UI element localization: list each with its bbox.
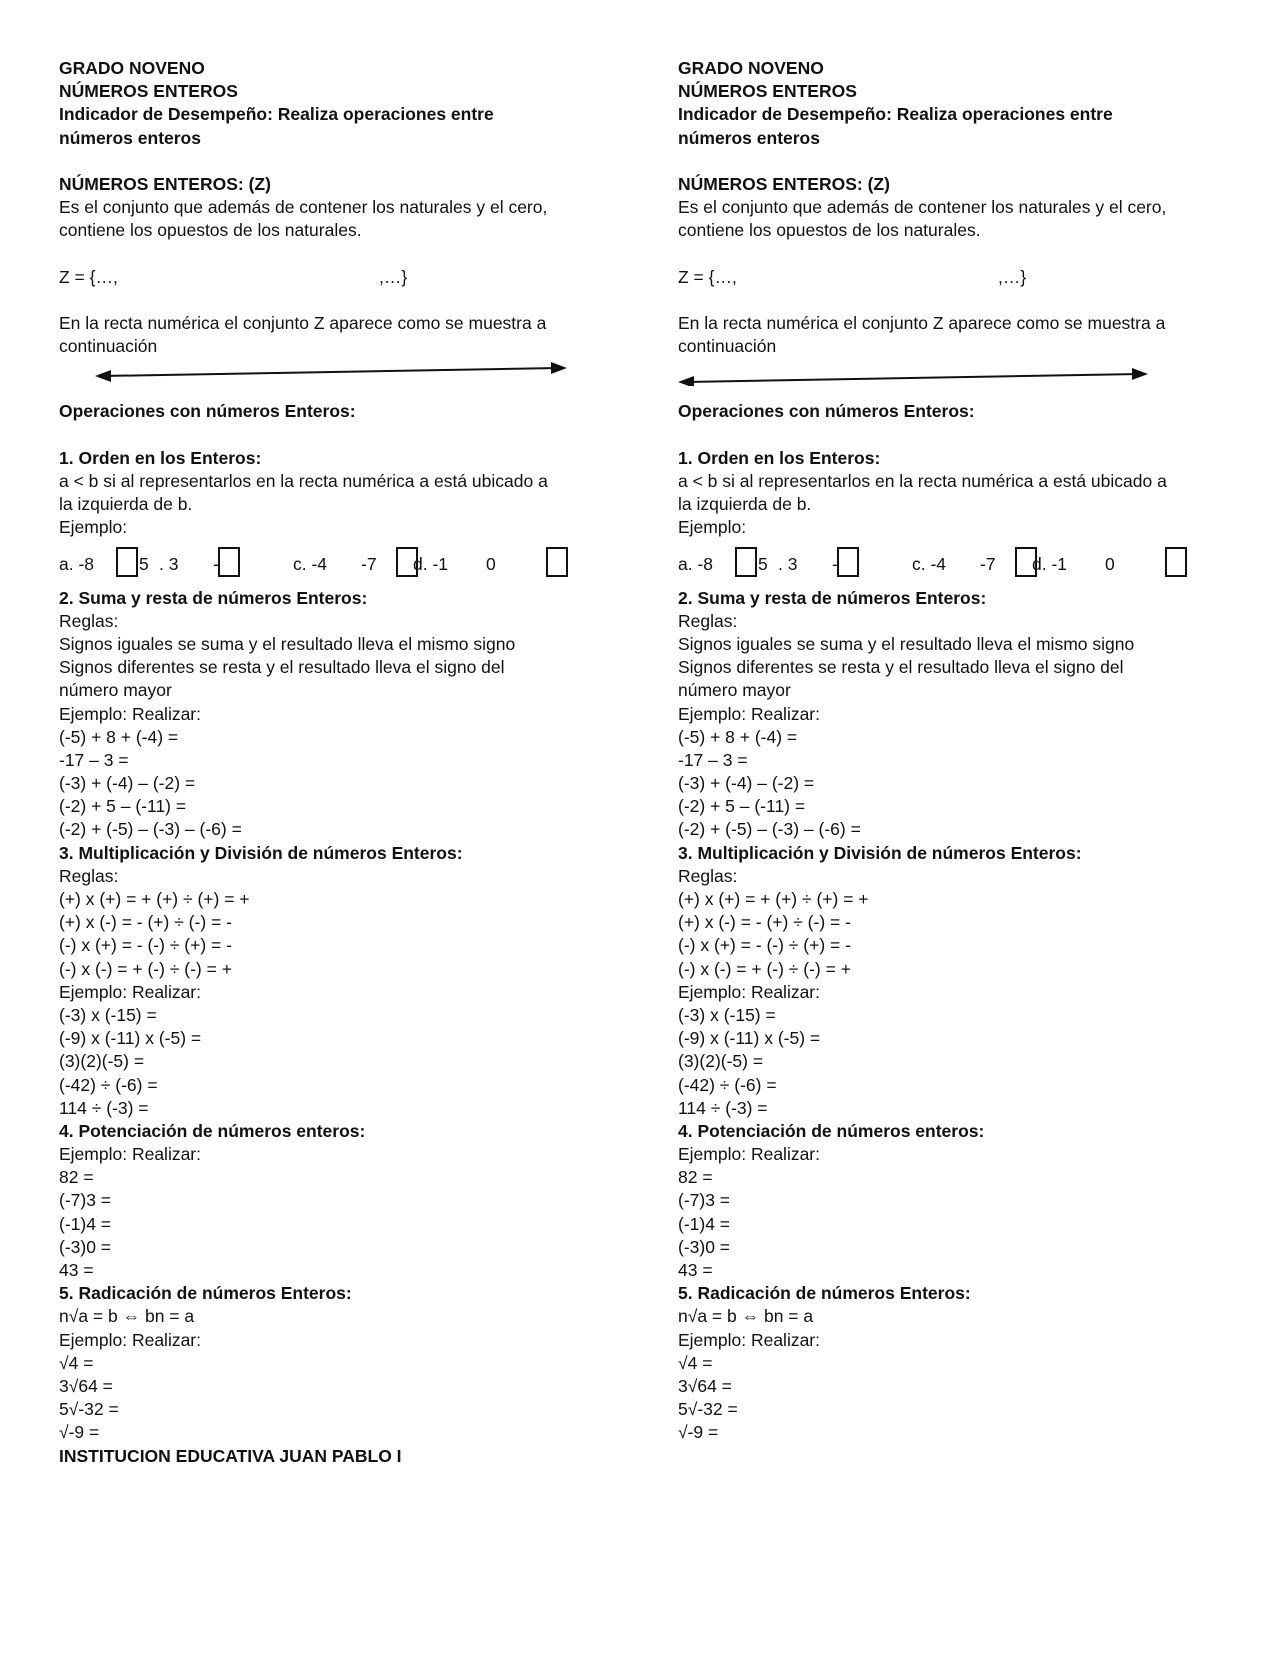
number-line-arrow: [59, 362, 599, 386]
number-line-intro-2: continuación: [678, 336, 777, 357]
order-ex-c: c. -4: [912, 553, 947, 574]
mult-example: (-3) x (-15) =: [678, 1004, 776, 1025]
answer-box-a[interactable]: [116, 547, 138, 577]
root-example: 5√-32 =: [59, 1399, 119, 1420]
sum-example: (-5) + 8 + (-4) =: [59, 726, 179, 747]
power-example: (-1)4 =: [678, 1213, 731, 1234]
order-ex-d2: 0: [486, 553, 496, 574]
mult-example: 114 ÷ (-3) =: [678, 1097, 768, 1118]
definition-title: NÚMEROS ENTEROS: (Z): [59, 173, 271, 194]
power-example: (-3)0 =: [59, 1236, 112, 1257]
sum-example: (-5) + 8 + (-4) =: [678, 726, 798, 747]
root-example: √4 =: [678, 1352, 713, 1373]
order-ex-c2: -7: [361, 553, 377, 574]
set-open: Z = {…,: [678, 266, 737, 287]
mult-rules-label: Reglas:: [59, 865, 119, 886]
root-example: √4 =: [59, 1352, 94, 1373]
order-ex-b3: -: [213, 553, 219, 574]
worksheet-column-left: [59, 57, 599, 1468]
sum-rule-1: Signos iguales se suma y el resultado lleva el mismo signo: [59, 633, 516, 654]
order-example-row: [678, 543, 1218, 587]
sum-rule-1: Signos iguales se suma y el resultado lleva el mismo signo: [678, 633, 1135, 654]
mult-rules-label: Reglas:: [678, 865, 738, 886]
set-notation: [678, 266, 1218, 289]
number-line-intro-1: En la recta numérica el conjunto Z aparece como se muestra a: [59, 313, 547, 334]
definition-text-1: Es el conjunto que además de contener los naturales y el cero,: [678, 197, 1167, 218]
power-example: (-7)3 =: [59, 1190, 112, 1211]
topic-title: NÚMEROS ENTEROS: [678, 81, 857, 102]
order-example-label: Ejemplo:: [678, 517, 747, 538]
order-ex-d2: 0: [1105, 553, 1115, 574]
number-line-intro-2: continuación: [59, 336, 158, 357]
mult-rule: (+) x (-) = - (+) ÷ (-) = -: [678, 912, 851, 933]
indicator-line-1: Indicador de Desempeño: Realiza operaciones entre: [678, 104, 1113, 125]
definition-text-1: Es el conjunto que además de contener los naturales y el cero,: [59, 197, 548, 218]
root-example-label: Ejemplo: Realizar:: [59, 1329, 201, 1350]
order-ex-b2: . 3: [778, 553, 798, 574]
power-example-label: Ejemplo: Realizar:: [678, 1144, 820, 1165]
mult-title: 3. Multiplicación y División de números Enteros:: [678, 842, 1082, 863]
answer-box-d[interactable]: [1165, 547, 1187, 577]
order-example-row: [59, 543, 599, 587]
order-example-label: Ejemplo:: [59, 517, 128, 538]
order-rule-2: la izquierda de b.: [678, 494, 812, 515]
sum-rule-2b: número mayor: [678, 680, 791, 701]
answer-box-b[interactable]: [218, 547, 240, 577]
set-close: ,…}: [998, 266, 1027, 287]
mult-example-label: Ejemplo: Realizar:: [59, 981, 201, 1002]
order-ex-d: d. -1: [1032, 553, 1068, 574]
mult-rule: (+) x (-) = - (+) ÷ (-) = -: [59, 912, 232, 933]
mult-example: (-42) ÷ (-6) =: [678, 1074, 777, 1095]
number-line-arrow: [678, 362, 1218, 386]
sum-example: (-3) + (-4) – (-2) =: [678, 773, 815, 794]
order-ex-b: 5: [139, 553, 149, 574]
power-example: 82 =: [59, 1167, 94, 1188]
sum-rule-2a: Signos diferentes se resta y el resultado lleva el signo del: [678, 657, 1124, 678]
indicator-line-2: números enteros: [678, 127, 820, 148]
grade-title: GRADO NOVENO: [678, 58, 824, 78]
school-name-footer: INSTITUCION EDUCATIVA JUAN PABLO I: [59, 1445, 402, 1466]
sum-example: (-3) + (-4) – (-2) =: [59, 773, 196, 794]
mult-rule: (+) x (+) = + (+) ÷ (+) = +: [59, 889, 250, 909]
root-title: 5. Radicación de números Enteros:: [59, 1283, 352, 1304]
mult-title: 3. Multiplicación y División de números Enteros:: [59, 842, 463, 863]
topic-title: NÚMEROS ENTEROS: [59, 81, 238, 102]
mult-rule: (-) x (+) = - (-) ÷ (+) = -: [59, 935, 232, 956]
root-rule: n√a = b ⇔ bn = a: [59, 1306, 195, 1327]
power-example: (-1)4 =: [59, 1213, 112, 1234]
sum-rules-label: Reglas:: [59, 610, 119, 631]
answer-box-a[interactable]: [735, 547, 757, 577]
root-example: 3√64 =: [678, 1375, 732, 1396]
power-example-label: Ejemplo: Realizar:: [59, 1144, 201, 1165]
set-open: Z = {…,: [59, 266, 118, 287]
power-example: 43 =: [678, 1260, 713, 1280]
sum-example: (-2) + 5 – (-11) =: [59, 796, 187, 817]
power-title: 4. Potenciación de números enteros:: [59, 1120, 366, 1141]
sum-example-label: Ejemplo: Realizar:: [59, 703, 201, 724]
mult-rule: (-) x (-) = + (-) ÷ (-) = +: [678, 958, 851, 979]
answer-box-b[interactable]: [837, 547, 859, 577]
operations-title: Operaciones con números Enteros:: [59, 401, 356, 422]
root-example: 3√64 =: [59, 1375, 113, 1396]
root-example-label: Ejemplo: Realizar:: [678, 1329, 820, 1350]
mult-example: (-42) ÷ (-6) =: [59, 1074, 158, 1095]
sum-example-label: Ejemplo: Realizar:: [678, 703, 820, 724]
definition-title: NÚMEROS ENTEROS: (Z): [678, 173, 890, 194]
mult-example-label: Ejemplo: Realizar:: [678, 981, 820, 1002]
mult-rule: (-) x (+) = - (-) ÷ (+) = -: [678, 935, 851, 956]
mult-rule: (+) x (+) = + (+) ÷ (+) = +: [678, 889, 869, 909]
sum-example: (-2) + 5 – (-11) =: [678, 796, 806, 817]
root-example: √-9 =: [678, 1422, 719, 1443]
sum-rule-2a: Signos diferentes se resta y el resultado lleva el signo del: [59, 657, 505, 678]
mult-example: (3)(2)(-5) =: [678, 1051, 764, 1072]
grade-title: GRADO NOVENO: [59, 58, 205, 78]
order-rule-1: a < b si al representarlos en la recta numérica a está ubicado a: [59, 471, 548, 491]
order-ex-c2: -7: [980, 553, 996, 574]
order-title: 1. Orden en los Enteros:: [59, 447, 262, 468]
answer-box-d[interactable]: [546, 547, 568, 577]
order-ex-d: d. -1: [413, 553, 449, 574]
sum-title: 2. Suma y resta de números Enteros:: [59, 587, 368, 608]
order-ex-c: c. -4: [293, 553, 328, 574]
order-ex-b3: -: [832, 553, 838, 574]
order-ex-a: a. -8: [678, 553, 714, 574]
sum-example: (-2) + (-5) – (-3) – (-6) =: [678, 819, 861, 840]
mult-example: (3)(2)(-5) =: [59, 1051, 145, 1072]
root-title: 5. Radicación de números Enteros:: [678, 1283, 971, 1304]
definition-text-2: contiene los opuestos de los naturales.: [59, 220, 362, 241]
answer-box-c[interactable]: [1015, 547, 1037, 577]
mult-rule: (-) x (-) = + (-) ÷ (-) = +: [59, 958, 232, 979]
power-example: (-3)0 =: [678, 1236, 731, 1257]
power-title: 4. Potenciación de números enteros:: [678, 1120, 985, 1141]
power-example: (-7)3 =: [678, 1190, 731, 1211]
order-ex-b2: . 3: [159, 553, 179, 574]
sum-example: -17 – 3 =: [678, 749, 748, 770]
root-rule: n√a = b ⇔ bn = a: [678, 1306, 814, 1327]
sum-example: -17 – 3 =: [59, 749, 129, 770]
power-example: 82 =: [678, 1167, 713, 1188]
worksheet-column-right: [678, 57, 1218, 1445]
sum-example: (-2) + (-5) – (-3) – (-6) =: [59, 819, 242, 840]
sum-title: 2. Suma y resta de números Enteros:: [678, 587, 987, 608]
mult-example: 114 ÷ (-3) =: [59, 1097, 149, 1118]
root-example: 5√-32 =: [678, 1399, 738, 1420]
indicator-line-1: Indicador de Desempeño: Realiza operaciones entre: [59, 104, 494, 125]
power-example: 43 =: [59, 1260, 94, 1280]
mult-example: (-3) x (-15) =: [59, 1004, 157, 1025]
order-rule-1: a < b si al representarlos en la recta numérica a está ubicado a: [678, 471, 1167, 491]
mult-example: (-9) x (-11) x (-5) =: [59, 1028, 202, 1049]
number-line-intro-1: En la recta numérica el conjunto Z aparece como se muestra a: [678, 313, 1166, 334]
order-title: 1. Orden en los Enteros:: [678, 447, 881, 468]
order-rule-2: la izquierda de b.: [59, 494, 193, 515]
sum-rules-label: Reglas:: [678, 610, 738, 631]
set-notation: [59, 266, 599, 289]
sum-rule-2b: número mayor: [59, 680, 172, 701]
definition-text-2: contiene los opuestos de los naturales.: [678, 220, 981, 241]
order-ex-a: a. -8: [59, 553, 95, 574]
answer-box-c[interactable]: [396, 547, 418, 577]
operations-title: Operaciones con números Enteros:: [678, 401, 975, 422]
root-example: √-9 =: [59, 1422, 100, 1443]
order-ex-b: 5: [758, 553, 768, 574]
indicator-line-2: números enteros: [59, 127, 201, 148]
mult-example: (-9) x (-11) x (-5) =: [678, 1028, 821, 1049]
set-close: ,…}: [379, 266, 408, 287]
